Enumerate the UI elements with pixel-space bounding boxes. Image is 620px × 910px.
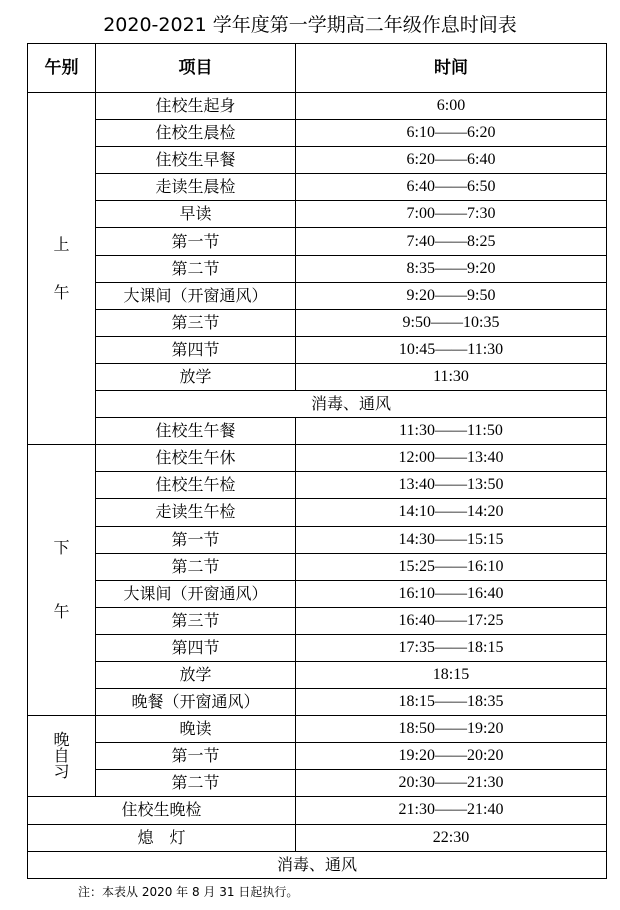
time-cell: 11:30	[296, 363, 607, 390]
time-cell: 6:40——6:50	[296, 174, 607, 201]
table-row	[28, 661, 607, 688]
time-cell: 18:15	[296, 661, 607, 688]
time-cell: 12:00——13:40	[296, 445, 607, 472]
time-cell: 13:40——13:50	[296, 472, 607, 499]
table-row	[28, 445, 607, 472]
merged-cell: 消毒、通风	[28, 851, 607, 878]
item-cell: 放学	[96, 363, 296, 390]
item-cell: 晚读	[96, 716, 296, 743]
time-cell: 17:35——18:15	[296, 634, 607, 661]
table-row	[28, 147, 607, 174]
time-cell: 8:35——9:20	[296, 255, 607, 282]
table-row	[28, 634, 607, 661]
time-cell: 6:20——6:40	[296, 147, 607, 174]
item-cell: 第二节	[96, 770, 296, 797]
item-cell: 住校生午休	[96, 445, 296, 472]
item-cell: 第一节	[96, 526, 296, 553]
time-cell: 9:50——10:35	[296, 309, 607, 336]
table-row	[28, 363, 607, 390]
table-row	[28, 553, 607, 580]
table-row	[28, 743, 607, 770]
time-cell: 15:25——16:10	[296, 553, 607, 580]
time-cell: 14:10——14:20	[296, 499, 607, 526]
table-row	[28, 851, 607, 878]
item-cell: 第二节	[96, 553, 296, 580]
table-row	[28, 120, 607, 147]
item-cell: 第三节	[96, 309, 296, 336]
table-header-row	[28, 44, 607, 93]
table-row	[28, 391, 607, 418]
merged-cell: 消毒、通风	[96, 391, 607, 418]
time-cell: 14:30——15:15	[296, 526, 607, 553]
item-cell: 熄 灯	[28, 824, 296, 851]
item-cell: 住校生早餐	[96, 147, 296, 174]
time-cell: 18:50——19:20	[296, 716, 607, 743]
item-cell: 第一节	[96, 228, 296, 255]
time-cell: 19:20——20:20	[296, 743, 607, 770]
table-row	[28, 201, 607, 228]
footnote: 注：本表从 2020 年 8 月 31 日起执行。	[78, 885, 299, 899]
period-morning: 上 午	[28, 93, 96, 445]
header-item: 项目	[96, 44, 296, 93]
table-row	[28, 580, 607, 607]
table-row	[28, 824, 607, 851]
table-row	[28, 689, 607, 716]
item-cell: 早读	[96, 201, 296, 228]
item-cell: 走读生晨检	[96, 174, 296, 201]
time-cell: 6:10——6:20	[296, 120, 607, 147]
item-cell: 住校生晨检	[96, 120, 296, 147]
time-cell: 10:45——11:30	[296, 336, 607, 363]
table-row	[28, 526, 607, 553]
table-row	[28, 499, 607, 526]
table-row	[28, 309, 607, 336]
table-row	[28, 174, 607, 201]
time-cell: 18:15——18:35	[296, 689, 607, 716]
time-cell: 6:00	[296, 93, 607, 120]
item-cell: 第三节	[96, 607, 296, 634]
table-row	[28, 228, 607, 255]
header-period: 午别	[28, 44, 96, 93]
item-cell: 住校生午餐	[96, 418, 296, 445]
item-cell: 第二节	[96, 255, 296, 282]
time-cell: 22:30	[296, 824, 607, 851]
time-cell: 11:30——11:50	[296, 418, 607, 445]
time-cell: 21:30——21:40	[296, 797, 607, 824]
item-cell: 走读生午检	[96, 499, 296, 526]
item-cell: 住校生午检	[96, 472, 296, 499]
time-cell: 7:00——7:30	[296, 201, 607, 228]
time-cell: 20:30——21:30	[296, 770, 607, 797]
table-row	[28, 607, 607, 634]
header-time: 时间	[296, 44, 607, 93]
time-cell: 7:40——8:25	[296, 228, 607, 255]
period-evening: 晚 自 习	[28, 716, 96, 797]
item-cell: 放学	[96, 661, 296, 688]
table-row	[28, 770, 607, 797]
period-afternoon: 下 午	[28, 445, 96, 716]
item-cell: 住校生晚检	[28, 797, 296, 824]
table-row	[28, 472, 607, 499]
table-row	[28, 255, 607, 282]
time-cell: 16:10——16:40	[296, 580, 607, 607]
table-row	[28, 797, 607, 824]
item-cell: 大课间（开窗通风）	[96, 580, 296, 607]
item-cell: 第四节	[96, 336, 296, 363]
schedule-table	[27, 43, 607, 879]
time-cell: 16:40——17:25	[296, 607, 607, 634]
item-cell: 第四节	[96, 634, 296, 661]
table-row	[28, 282, 607, 309]
item-cell: 大课间（开窗通风）	[96, 282, 296, 309]
table-row	[28, 716, 607, 743]
item-cell: 住校生起身	[96, 93, 296, 120]
table-row	[28, 336, 607, 363]
page-title: 2020-2021 学年度第一学期高二年级作息时间表	[103, 14, 517, 36]
table-row	[28, 418, 607, 445]
table-row	[28, 93, 607, 120]
item-cell: 第一节	[96, 743, 296, 770]
time-cell: 9:20——9:50	[296, 282, 607, 309]
item-cell: 晚餐（开窗通风）	[96, 689, 296, 716]
